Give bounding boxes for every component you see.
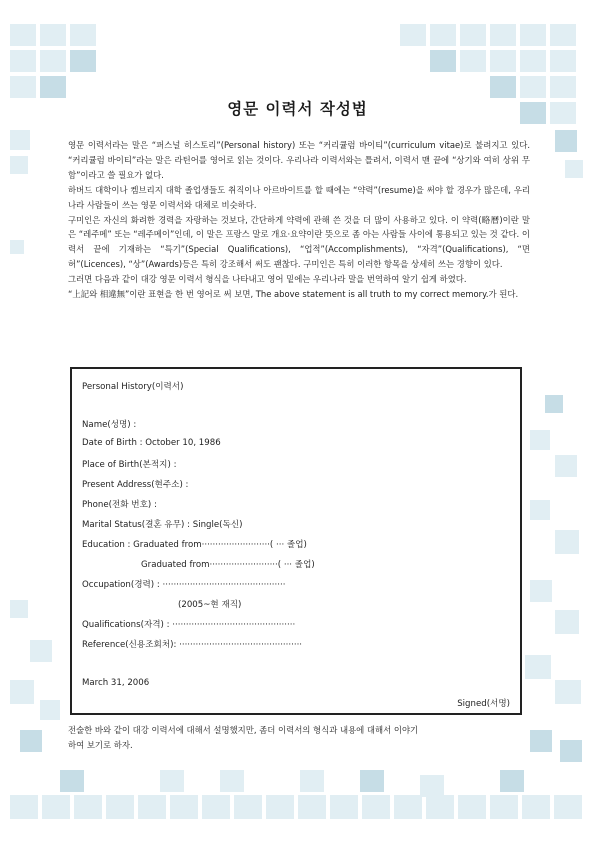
field-date-of-birth: Date of Birth : October 10, 1986 [82, 438, 221, 448]
form-date: March 31, 2006 [82, 678, 150, 688]
closing-text [68, 723, 530, 753]
paragraph: 구미인은 자신의 화려한 경력을 자랑하는 것보다, 간단하게 약력에 관해 쓴 것을 더 많이 사용하고 있다. 이 약력(略曆)이란 말은 “레주메” 또는 “레주메이”인데, 이 말은 프랑스 말로 개요·요약이란 뜻으로 좀 아는 사람들 사이에 통용되고 있는 것 같다. 이력서 끝에 기재하는 “특기”(Special Qualifications), “업적”(Accomplishments), “자격”(Qualifications), “면허”(Licences), “상”(Awards)등은 특히 강조해서 써도 괜찮다. 구미인은 특히 이러한 항목을 상세히 쓰는 경향이 있다. [68, 214, 530, 270]
paragraph: 영문 이력서라는 말은 “퍼스널 히스토리”(Personal history) 또는 “커리큘럼 바이티”(curriculum vitae)로 불려지고 있다. “커리큘럼 바이티”라는 말은 라틴어를 영어로 읽는 것이다. 우리나라 이력서와는 틀려서, 이력서 맨 끝에 “상기와 여히 상위 무함”이라고 쓸 필요가 없다. [68, 140, 530, 180]
field-marital-status: Marital Status(결혼 유무) : Single(독신) [82, 520, 243, 530]
field-phone: Phone(전화 번호) : [82, 500, 157, 510]
intro-text [68, 138, 530, 302]
field-occupation: Occupation(경력) : ············································· [82, 580, 286, 590]
field-qualifications: Qualifications(자격) : ············································· [82, 620, 296, 630]
resume-form-box [70, 367, 522, 715]
paragraph: 그러면 다음과 같이 대강 영문 이력서 형식을 나타내고 영어 밑에는 우리나라 말을 번역하여 알기 쉽게 하였다. [68, 274, 467, 285]
field-reference: Reference(신용조회처): ············································· [82, 640, 303, 650]
field-education-second: Graduated from·························( ··· 졸업) [141, 560, 315, 570]
paragraph: 하버드 대학이나 켐브리지 대학 졸업생들도 취직이나 아르바이트를 할 때에는 “약력”(resume)을 써야 할 경우가 많은데, 우리나라 사람들이 쓰는 영문 이력서와 대체로 비슷하다. [68, 184, 530, 210]
paragraph: “上記와 相違無”이란 표현을 한 번 영어로 써 보면, The above statement is all truth to my correct memory.가 된다. [68, 289, 519, 300]
occupation-note: (2005~현 재직) [178, 600, 242, 610]
field-name: Name(성명) : [82, 420, 137, 430]
field-education: Education : Graduated from·························( ··· 졸업) [82, 540, 307, 550]
form-heading: Personal History(이력서) [82, 382, 184, 392]
closing-line: 하여 보기로 하자. [68, 740, 133, 750]
signature-line: Signed(서명) [457, 699, 510, 709]
field-present-address: Present Address(현주소) : [82, 480, 189, 490]
document-title: 영문 이력서 작성법 [227, 99, 368, 118]
field-place-of-birth: Place of Birth(본적지) : [82, 460, 177, 470]
closing-line: 전술한 바와 같이 대강 이력서에 대해서 설명했지만, 좀더 이력서의 형식과 내용에 대해서 이야기 [68, 725, 419, 735]
